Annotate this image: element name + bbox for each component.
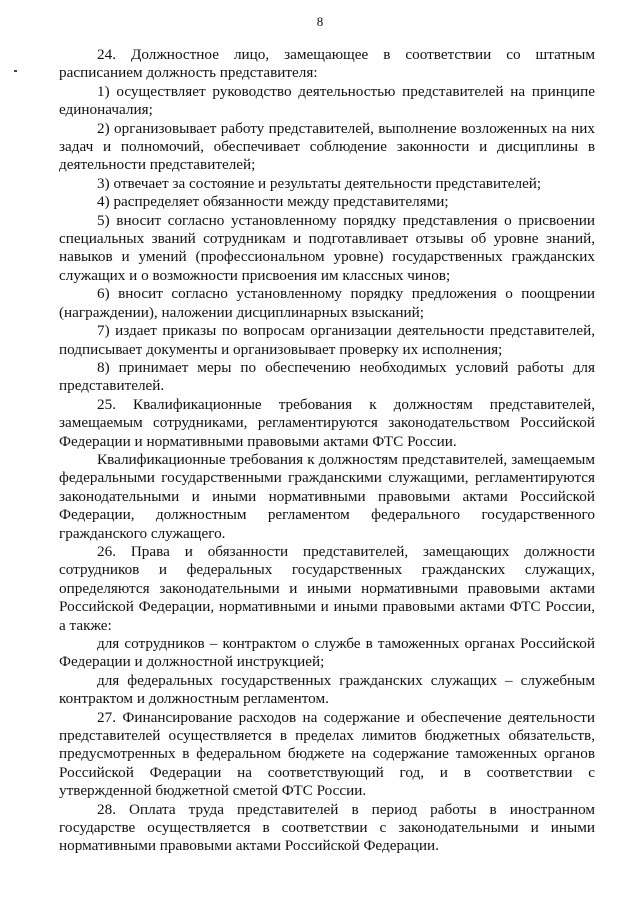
paragraph-26-officers: для сотрудников – контрактом о службе в таможенных органах Российской Федерации и должностной инструкцией; xyxy=(59,635,595,671)
paragraph-25: 25. Квалификационные требования к должностям представителей, замещаемым сотрудниками, регламентируются законодательством Российской Федерации и нормативными правовыми актами ФТС России. xyxy=(59,395,595,450)
paragraph-24-item-1: 1) осуществляет руководство деятельностью представителей на принципе единоначалия; xyxy=(59,82,595,119)
paragraph-24-item-3: 3) отвечает за состояние и результаты деятельности представителей; xyxy=(97,174,542,192)
paragraph-24-item-5: 5) вносит согласно установленному порядку представления о присвоении специальных званий сотрудникам и подготавливает отзывы об уровне знаний, навыков и умений (профессиональном уровне) государственных гражданских служащих и о возможности присвоения им классных чинов; xyxy=(59,211,595,284)
paragraph-24-item-7: 7) издает приказы по вопросам организации деятельности представителей, подписывает документы и организовывает проверку их исполнения; xyxy=(59,322,595,358)
paragraph-24-item-8: 8) принимает меры по обеспечению необходимых условий работы для представителей. xyxy=(59,358,595,395)
paragraph-27: 27. Финансирование расходов на содержание и обеспечение деятельности представителей осуществляется в пределах лимитов бюджетных обязательств, предусмотренных в федеральном бюджете на содержание таможенных органов Российской Федерации на соответствующий год, и в соответствии с утвержденной бюджетной сметой ФТС России. xyxy=(59,708,595,800)
paragraph-25-civil: Квалификационные требования к должностям представителей, замещаемым федеральными государственными гражданскими служащими, регламентируются законодательными и иными нормативными правовыми актами Российской Федерации, должностным регламентом федерального государственного гражданского служащего. xyxy=(59,450,595,542)
paragraph-24-item-2: 2) организовывает работу представителей, выполнение возложенных на них задач и полномочий, обеспечивает соблюдение законности и дисциплины в деятельности представителей; xyxy=(59,119,595,174)
scan-mark xyxy=(14,70,17,72)
paragraph-24-item-4: 4) распределяет обязанности между представителями; xyxy=(97,193,449,211)
document-body xyxy=(59,46,595,856)
paragraph-24: 24. Должностное лицо, замещающее в соответствии со штатным расписанием должность представителя: xyxy=(59,46,595,82)
page-number: 8 xyxy=(316,14,324,29)
paragraph-28: 28. Оплата труда представителей в период работы в иностранном государстве осуществляется в соответствии с законодательными и иными нормативными правовыми актами Российской Федерации. xyxy=(59,800,595,855)
paragraph-24-item-6: 6) вносит согласно установленному порядку предложения о поощрении (награждении), наложении дисциплинарных взысканий; xyxy=(59,285,595,321)
paragraph-26-civil: для федеральных государственных гражданских служащих – служебным контрактом и должностным регламентом. xyxy=(59,671,595,708)
paragraph-26: 26. Права и обязанности представителей, замещающих должности сотрудников и федеральных государственных гражданских служащих, определяются законодательными и иными нормативными правовыми актами Российской Федерации, нормативными и иными правовыми актами ФТС России, а также: xyxy=(59,542,595,634)
